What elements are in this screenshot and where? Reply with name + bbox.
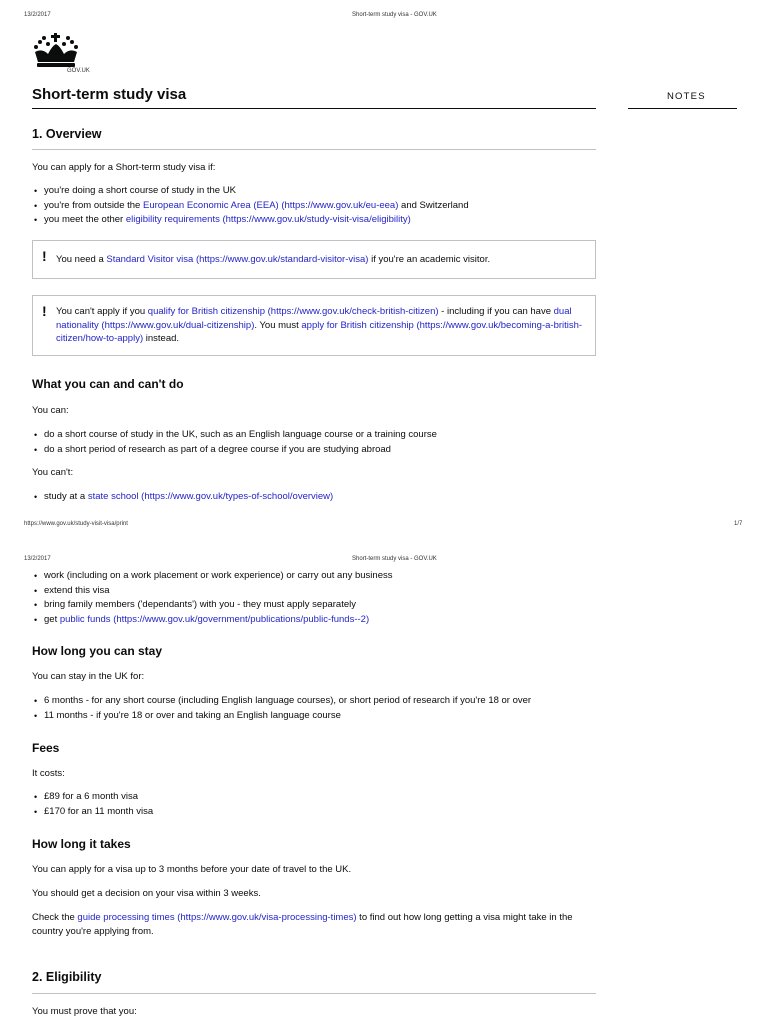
stay-list (32, 694, 596, 723)
public-funds-link[interactable]: public funds (https://www.gov.uk/government/publications/public-funds--2) (59, 613, 370, 625)
eea-link[interactable]: European Economic Area (EEA) (https://www.gov.uk/eu-eea) (142, 199, 399, 211)
list-item: • bring family members ('dependants') with you - they must apply separately (32, 598, 596, 613)
eligibility-rule (32, 993, 596, 994)
standard-visitor-visa-link[interactable]: Standard Visitor visa (https://www.gov.uk/standard-visitor-visa) (106, 254, 369, 265)
takes-paragraph-3: Check the guide processing times (https://www.gov.uk/visa-processing-times) to find out how long getting a visa might take in the country you're applying from. (32, 912, 573, 937)
print-header-title: Short-term study visa - GOV.UK (352, 556, 437, 562)
overview-rule (32, 149, 596, 150)
overview-list (32, 184, 596, 228)
page-title: Short-term study visa (32, 86, 187, 103)
govuk-logo-text: GOV.UK (67, 68, 90, 74)
warning-icon: ! (42, 303, 47, 319)
list-item: • get public funds (https://www.gov.uk/government/publications/public-funds--2) (32, 613, 596, 628)
stay-intro: You can stay in the UK for: (32, 671, 145, 682)
cant-list-continued (32, 569, 596, 627)
list-item: • 11 months - if you're 18 or over and taking an English language course (32, 709, 596, 724)
takes-paragraph-1: You can apply for a visa up to 3 months before your date of travel to the UK. (32, 864, 352, 875)
list-item: • do a short period of research as part of a degree course if you are studying abroad (32, 443, 596, 458)
notes-label: NOTES (667, 91, 706, 102)
overview-heading: 1. Overview (32, 127, 102, 141)
state-school-link[interactable]: state school (https://www.gov.uk/types-of-school/overview) (87, 491, 334, 502)
print-footer-url: https://www.gov.uk/study-visit-visa/print (24, 521, 128, 527)
qualify-citizenship-link[interactable]: qualify for British citizenship (https://www.gov.uk/check-british-citizen) (147, 306, 439, 317)
title-rule (32, 108, 596, 109)
print-header-title: Short-term study visa - GOV.UK (352, 12, 437, 18)
processing-times-link[interactable]: guide processing times (https://www.gov.uk/visa-processing-times) (77, 912, 357, 923)
print-header-date: 13/2/2017 (24, 556, 51, 562)
warning-icon: ! (42, 248, 47, 264)
list-item: • you're from outside the European Economic Area (EEA) (https://www.gov.uk/eu-eea) and Switzerland (32, 199, 596, 214)
eligibility-heading: 2. Eligibility (32, 970, 102, 984)
takes-paragraph-2: You should get a decision on your visa within 3 weeks. (32, 888, 261, 899)
eligibility-intro: You must prove that you: (32, 1006, 137, 1017)
takes-heading: How long it takes (32, 837, 131, 851)
print-header-date: 13/2/2017 (24, 12, 51, 18)
overview-intro: You can apply for a Short-term study visa if: (32, 162, 216, 173)
you-cant-label: You can't: (32, 467, 74, 478)
apply-citizenship-link[interactable]: apply for British citizenship (https://www.gov.uk/becoming-a-british-citizen/how-to-apply) (56, 319, 583, 344)
list-item: • you meet the other eligibility requirements (https://www.gov.uk/study-visit-visa/eligibility) (32, 213, 596, 228)
fees-heading: Fees (32, 741, 60, 755)
fees-list (32, 790, 596, 819)
eligibility-link[interactable]: eligibility requirements (https://www.gov.uk/study-visit-visa/eligibility) (125, 214, 411, 225)
can-cant-heading: What you can and can't do (32, 377, 184, 391)
callout-british-citizenship: ! You can't apply if you qualify for British citizenship (https://www.gov.uk/check-british-citizen) - including if you can have dual nationality (https://www.gov.uk/dual-citizenship). You must apply for British citizenship (https://www.gov.uk/becoming-a-british-citizen/how-to-apply) instead. (32, 295, 596, 356)
fees-intro: It costs: (32, 768, 65, 779)
list-item: • do a short course of study in the UK, such as an English language course or a training course (32, 428, 596, 443)
crown-icon[interactable] (30, 32, 82, 70)
dual-nationality-link[interactable]: dual nationality (https://www.gov.uk/dual-citizenship) (56, 306, 572, 331)
print-footer-page: 1/7 (734, 521, 743, 527)
callout-academic-visitor: ! You need a Standard Visitor visa (https://www.gov.uk/standard-visitor-visa) if you're an academic visitor. (32, 240, 596, 279)
list-item: • £170 for an 11 month visa (32, 805, 596, 820)
notes-rule (628, 108, 737, 109)
list-item: • £89 for a 6 month visa (32, 790, 596, 805)
can-list (32, 428, 596, 457)
stay-heading: How long you can stay (32, 644, 163, 658)
list-item: • 6 months - for any short course (including English language courses), or short period of research if you're 18 or over (32, 694, 596, 709)
list-item: • extend this visa (32, 584, 596, 599)
cant-list (32, 490, 596, 505)
you-can-label: You can: (32, 405, 69, 416)
list-item: • study at a state school (https://www.gov.uk/types-of-school/overview) (32, 490, 596, 505)
list-item: • work (including on a work placement or work experience) or carry out any business (32, 569, 596, 584)
list-item: • you're doing a short course of study in the UK (32, 184, 596, 199)
